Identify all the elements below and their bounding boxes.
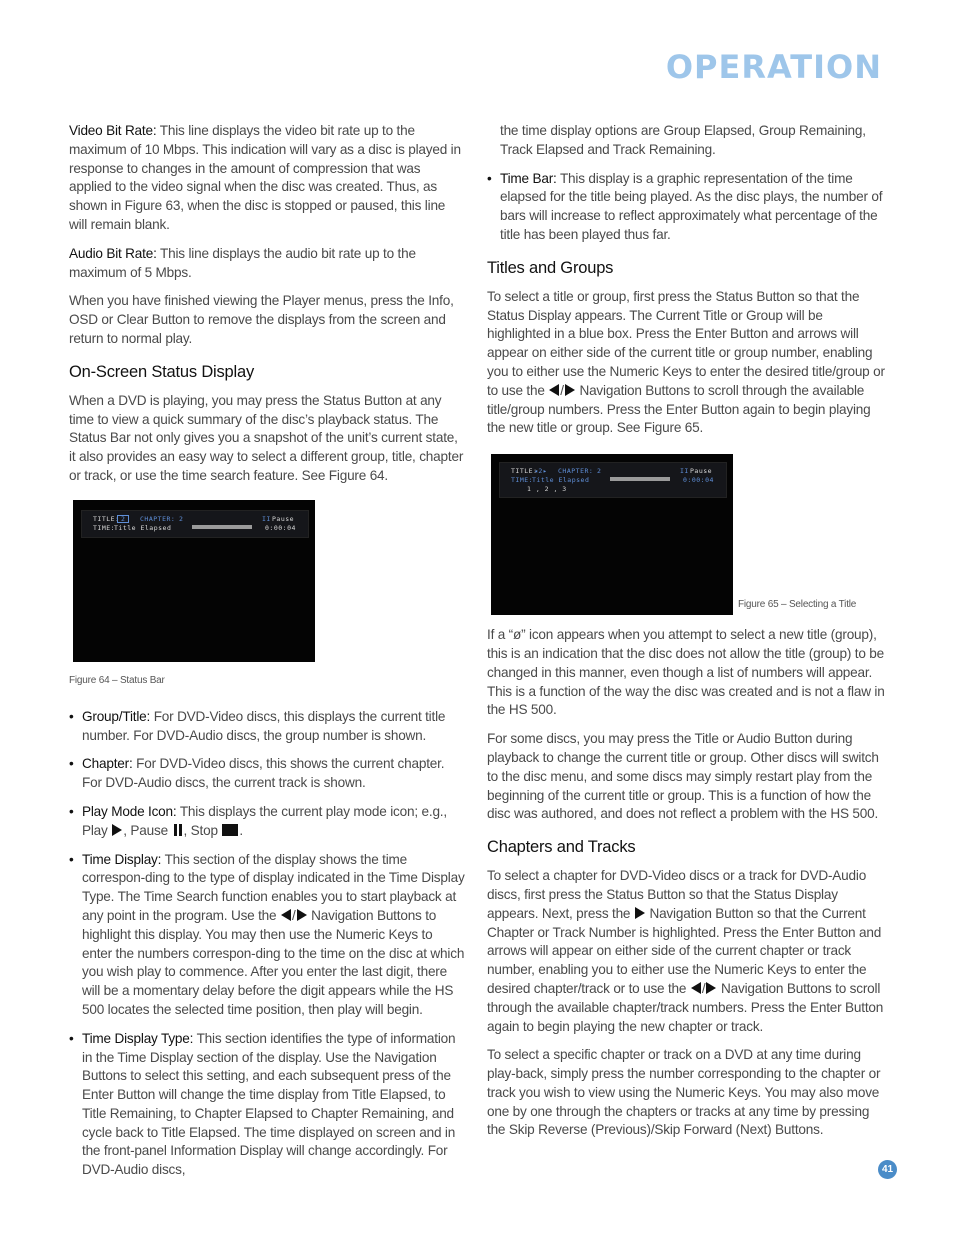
audio-bit-rate-paragraph	[69, 245, 465, 283]
bullet-chapter: • Chapter: For DVD-Video discs, this shows the current chapter. For DVD-Audio discs, the current track is shown.	[69, 756, 445, 791]
titles-text-c: Navigation Buttons to scroll through the available title/group numbers. Press the Enter Button again to begin playing the new title or group. See Figure 65.	[487, 382, 871, 436]
play-mode-term: Play Mode Icon:	[82, 803, 177, 819]
fig65-mode-label: Pause	[690, 467, 713, 476]
chapters-tracks-paragraph	[487, 867, 885, 1036]
play-mode-text-d: .	[239, 822, 243, 838]
fig65-title-choices: 1 , 2 , 3	[527, 485, 567, 494]
figure-64	[69, 500, 465, 708]
play-mode-text-a: This displays the current play mode icon; e.g., Play	[82, 803, 447, 838]
left-arrow-icon	[281, 909, 291, 921]
fig64-title-value: 2	[117, 515, 129, 523]
bullet-group-title: • Group/Title: For DVD-Video discs, this displays the current title number. For DVD-Audio discs, the group number is shown.	[69, 708, 446, 743]
icon-paragraph: If a “ø” icon appears when you attempt to select a new title (group), this is an indication that the disc does not allow the title (group) to be changed in this manner, even though a list of numbers will appear. This is a function of the way the disc was created and is not a flaw in the HS 500.	[487, 627, 885, 718]
page-number-badge: 41	[878, 1160, 897, 1179]
left-column	[69, 122, 465, 1190]
time-display-text-a: This section of the display shows the time correspon-ding to the type of display indicated in the Time Display Type. The Time Search function enables you to start playback at any point in the program. Use the	[82, 851, 465, 923]
group-title-term: Group/Title:	[82, 708, 151, 724]
group-title-text: For DVD-Video discs, this displays the current title number. For DVD-Audio discs, the group number is shown.	[82, 708, 446, 743]
fig64-mode-label: Pause	[272, 514, 295, 523]
right-arrow-icon	[706, 982, 716, 994]
fig64-time-bar	[192, 525, 252, 529]
time-display-slash: /	[291, 907, 296, 923]
time-bar-term: Time Bar:	[500, 170, 557, 186]
chapters-slash: /	[701, 980, 706, 996]
fig64-time-counter: 0:00:04	[265, 523, 296, 532]
status-bar	[81, 510, 309, 538]
fig65-time-type: Title Elapsed	[532, 476, 590, 485]
video-bit-rate-paragraph	[69, 122, 465, 235]
fig65-chapter-label: CHAPTER:	[558, 467, 594, 476]
finished-paragraph: When you have finished viewing the Player menus, press the Info, OSD or Clear Button to remove the displays from the screen and return to normal play.	[69, 293, 454, 346]
chapters-text-b: Navigation Button so that the Current Chapter or Track Number is highlighted. Press the Enter Button and arrows will appear on either side of the current chapter or track number, enabling you to either use the Numeric Keys to enter the desired chapter/track or to use the	[487, 905, 882, 996]
selecting-title-screen-image	[491, 454, 733, 615]
titles-groups-paragraph	[487, 288, 885, 438]
fig65-time-label: TIME:	[511, 476, 534, 485]
bullet-play-mode: • Play Mode Icon: This displays the current play mode icon; e.g., Play , Pause , Stop .	[69, 803, 447, 838]
left-arrow-icon	[549, 384, 559, 396]
specific-chapter-paragraph: To select a specific chapter or track on a DVD at any time during play-back, simply press the number corresponding to the chapter or track you wish to view using the Numeric Keys. You may also move one by one through the chapters or tracks at any time by pressing the Skip Reverse (Previous)/Skip Forward (Next) Buttons.	[487, 1047, 881, 1138]
figure-65	[487, 454, 885, 626]
status-bar	[499, 462, 727, 498]
play-icon	[112, 824, 122, 836]
figure-65-caption: Figure 65 – Selecting a Title	[738, 599, 857, 611]
osd-paragraph: When a DVD is playing, you may press the Status Button at any time to view a quick summary of the disc’s playback status. The Status Bar not only gives you a snapshot of the unit’s current state, it also provides an easy way to select a different group, title, chapter or track, or use the time search feature. See Figure 64.	[69, 392, 464, 483]
fig64-time-type: Title Elapsed	[114, 523, 172, 532]
right-arrow-icon	[297, 909, 307, 921]
chapters-text-d: Navigation Buttons to scroll through the available chapter/track numbers. Press the Enter Button again to begin playing the new chapter or track.	[487, 980, 884, 1034]
video-bit-rate-term: Video Bit Rate:	[69, 123, 157, 138]
fig64-chapter-label: CHAPTER:	[140, 514, 176, 523]
osd-heading: On-Screen Status Display	[69, 362, 255, 381]
titles-groups-heading: Titles and Groups	[487, 258, 614, 277]
stop-icon	[222, 824, 238, 836]
chapter-term: Chapter:	[82, 756, 133, 772]
chapters-tracks-heading: Chapters and Tracks	[487, 838, 636, 857]
fig65-chapter-value: 2	[597, 467, 602, 476]
time-display-type-continued: the time display options are Group Elapsed, Group Remaining, Track Elapsed and Track Remaining.	[500, 123, 866, 157]
time-bar-text: This display is a graphic representation of the time elapsed for the title being played. As the disc plays, the number of bars will increase to reflect approximately what percentage of the title has been played thus far.	[500, 170, 883, 242]
right-arrow-icon	[635, 907, 645, 919]
time-display-text-c: Navigation Buttons to highlight this display. You may then use the Numeric Keys to enter the numbers correspon-ding to the time on the disc at which you wish play to commence. After you enter the last digit, there will be a momentary delay before the digit appears while the HS 500 locates the selected time position, then play will begin.	[82, 907, 465, 1017]
fig65-pause-icon: II	[680, 467, 689, 476]
chapter-text: For DVD-Video discs, this shows the current chapter. For DVD-Audio discs, the current track is shown.	[82, 756, 445, 791]
play-mode-text-b: , Pause	[123, 822, 172, 838]
pause-icon	[173, 824, 183, 836]
fig65-title-label: TITLE:	[511, 467, 538, 476]
fig64-pause-icon: II	[262, 514, 271, 523]
time-display-type-text: This section identifies the type of information in the Time Display section of the display. Use the Navigation Buttons to select this setting, and each subsequent press of the Enter Button will change the time display from Title Elapsed, to Title Remaining, to Chapter Elapsed to Chapter Remaining, and cycle back to Title Elapsed. The time displayed on screen and in the front-panel Information Display will change accordingly. For DVD-Audio discs,	[82, 1030, 456, 1178]
fig64-chapter-value: 2	[179, 514, 184, 523]
right-arrow-icon	[565, 384, 575, 396]
fig65-title-value: ◂2▸	[534, 467, 548, 476]
fig65-time-counter: 0:00:04	[683, 476, 714, 485]
right-column	[487, 122, 885, 1150]
bullet-time-bar: • Time Bar: This display is a graphic representation of the time elapsed for the title being played. As the disc plays, the number of bars will increase to reflect approximately what percentage of the title has been played thus far.	[487, 170, 883, 242]
status-bar-screen-image	[73, 500, 315, 662]
titles-text-a: To select a title or group, first press the Status Button so that the Status Display appears. The Current Title or Group will be highlighted in a blue box. Press the Enter Button and arrows will appear on either side of the current title or group number, enabling you to either use the Numeric Keys to enter the desired title/group or to use the	[487, 288, 885, 398]
chapters-text-a: To select a chapter for DVD-Video discs or a track for DVD-Audio discs, first press the Status Button so that the Status Display appears. Next, press the	[487, 868, 867, 921]
time-display-type-term: Time Display Type:	[82, 1030, 194, 1046]
titles-slash: /	[560, 382, 564, 398]
fig64-title-label: TITLE:	[93, 514, 120, 523]
time-display-term: Time Display:	[82, 851, 162, 867]
some-discs-paragraph: For some discs, you may press the Title or Audio Button during playback to change the current title or group. Other discs will switch to the disc menu, and some discs may simply restart play from the beginning of the current title or group. This is a function of how the disc was authored, and does not reflect a problem with the HS 500.	[487, 731, 879, 822]
audio-bit-rate-text: This line displays the audio bit rate up to the maximum of 5 Mbps.	[69, 245, 416, 280]
audio-bit-rate-term: Audio Bit Rate:	[69, 245, 157, 261]
left-arrow-icon	[691, 982, 701, 994]
figure-64-caption: Figure 64 – Status Bar	[69, 674, 165, 686]
page-title: OPERATION	[665, 48, 882, 86]
play-mode-text-c: , Stop	[183, 822, 222, 838]
bullet-time-display-type: • Time Display Type: This section identifies the type of information in the Time Display section of the display. Use the Navigation Buttons to select this setting, and each subsequent press of the Enter Button will change the time display from Title Elapsed, to Title Remaining, to Chapter Elapsed to Chapter Remaining, and cycle back to Title Elapsed. The time displayed on screen and in the front-panel Information Display will change accordingly. For DVD-Audio discs,	[69, 1030, 456, 1178]
video-bit-rate-text: This line displays the video bit rate up to the maximum of 10 Mbps. This indication will vary as a disc is played in response to changes in the amount of compression that was applied to the video signal when the disc was created. Thus, as shown in Figure 63, when the disc is stopped or paused, this line will remain blank.	[69, 123, 461, 232]
fig64-time-label: TIME:	[93, 523, 116, 532]
fig65-time-bar	[610, 477, 670, 481]
bullet-time-display: • Time Display: This section of the display shows the time correspon-ding to the type of display indicated in the Time Display Type. The Time Search function enables you to start playback at any point in the program. Use the / Navigation Buttons to highlight this display. You may then use the Numeric Keys to enter the numbers correspon-ding to the time on the disc at which you wish play to commence. After you enter the last digit, there will be a momentary delay before the digit appears while the HS 500 locates the selected time position, then play will begin.	[69, 851, 465, 1017]
